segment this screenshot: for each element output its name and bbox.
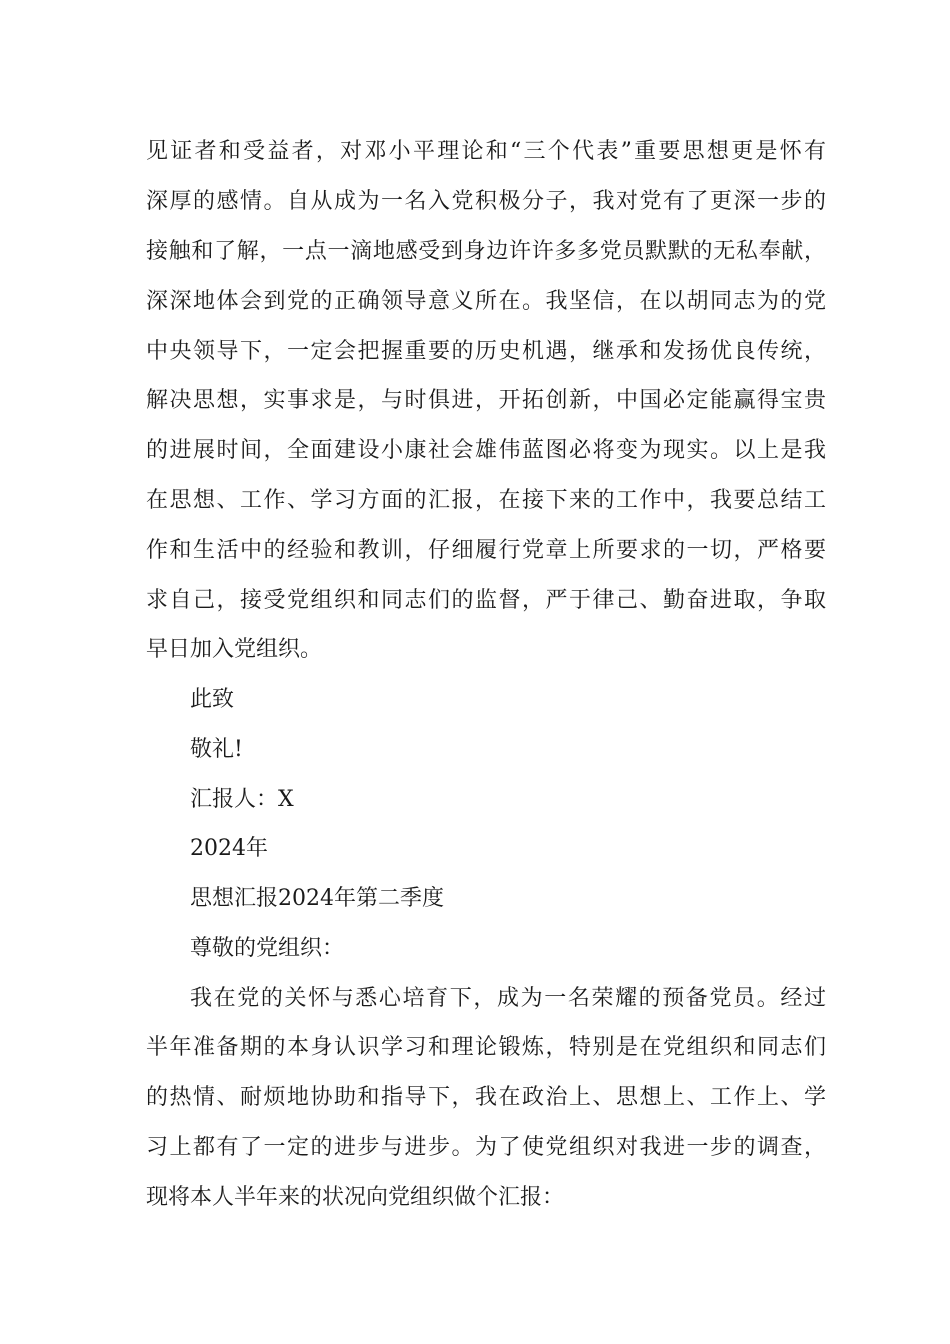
paragraph-2-line: 习上都有了一定的进步与进步。为了使党组织对我进一步的调查， xyxy=(146,1135,826,1160)
report-year: 2024年 xyxy=(190,836,268,861)
paragraph-1-line: 中央领导下，一定会把握重要的历史机遇，继承和发扬优良传统， xyxy=(146,339,826,364)
second-report-title: 思想汇报2024年第二季度 xyxy=(190,886,444,911)
paragraph-2-line: 的热情、耐烦地协助和指导下，我在政治上、思想上、工作上、学 xyxy=(146,1085,826,1110)
paragraph-1-line: 的进展时间，全面建设小康社会雄伟蓝图必将变为现实。以上是我 xyxy=(146,438,826,463)
paragraph-1-line: 求自己，接受党组织和同志们的监督，严于律己、勤奋进取，争取 xyxy=(146,588,826,613)
paragraph-2-line: 半年准备期的本身认识学习和理论锻炼，特别是在党组织和同志们 xyxy=(146,1035,826,1060)
paragraph-1-line: 深厚的感情。自从成为一名入党积极分子，我对党有了更深一步的 xyxy=(146,189,826,214)
paragraph-2-line: 我在党的关怀与悉心培育下，成为一名荣耀的预备党员。经过 xyxy=(190,986,826,1011)
reporter-signature: 汇报人：X xyxy=(190,787,294,812)
closing-greeting-1: 此致 xyxy=(190,687,235,712)
paragraph-1-line: 在思想、工作、学习方面的汇报，在接下来的工作中，我要总结工 xyxy=(146,488,826,513)
paragraph-1-line: 作和生活中的经验和教训，仔细履行党章上所要求的一切，严格要 xyxy=(146,538,826,563)
paragraph-2-line: 现将本人半年来的状况向党组织做个汇报： xyxy=(146,1185,565,1210)
paragraph-1-line: 早日加入党组织。 xyxy=(146,637,323,662)
paragraph-1-line: 见证者和受益者，对邓小平理论和“三个代表”重要思想更是怀有 xyxy=(146,139,826,164)
closing-greeting-2: 敬礼! xyxy=(190,737,243,762)
paragraph-1-line: 解决思想，实事求是，与时俱进，开拓创新，中国必定能赢得宝贵 xyxy=(146,388,826,413)
paragraph-1-line: 深深地体会到党的正确领导意义所在。我坚信，在以胡同志为的党 xyxy=(146,289,826,314)
salutation: 尊敬的党组织： xyxy=(190,936,345,961)
paragraph-1-line: 接触和了解，一点一滴地感受到身边许许多多党员默默的无私奉献， xyxy=(146,239,826,264)
